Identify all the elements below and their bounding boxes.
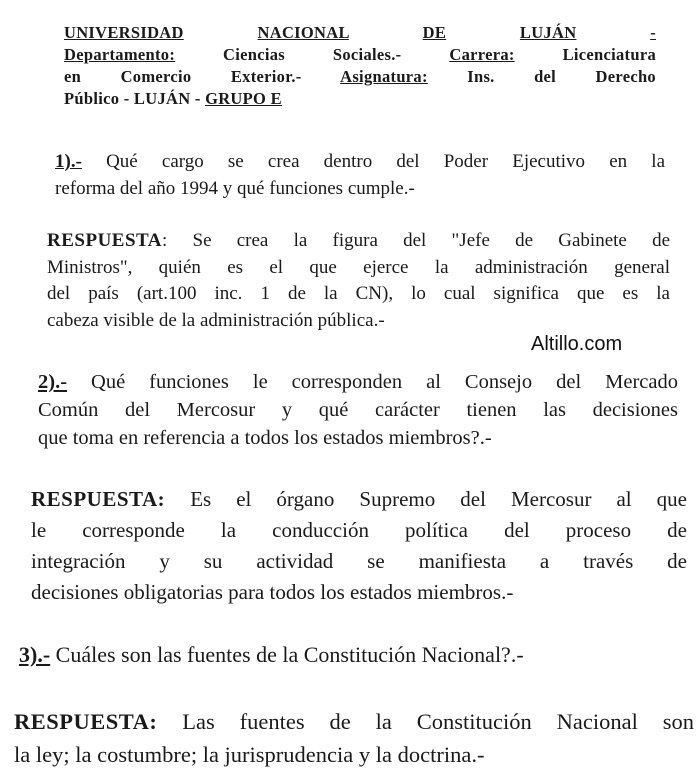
question-text: Común del Mercosur y qué carácter tienen las decisiones xyxy=(38,399,678,421)
question-text: Qué cargo se crea dentro del Poder Ejecutivo en la xyxy=(106,151,666,172)
answer-text: le corresponde la conducción política del proceso de xyxy=(31,518,687,542)
answer-label: RESPUESTA xyxy=(47,230,163,251)
department-label: Departamento: xyxy=(64,45,176,64)
answer-text: decisiones obligatorias para todos los estados miembros.- xyxy=(31,580,514,604)
answer-text: cabeza visible de la administración pública.- xyxy=(47,309,385,331)
question-number: 2).- xyxy=(38,371,68,393)
career-value-end: en Comercio Exterior.- xyxy=(64,67,302,86)
question-text: que toma en referencia a todos los estados miembros?.- xyxy=(38,427,492,449)
question-text: reforma del año 1994 y qué funciones cumple.- xyxy=(55,178,415,199)
answer-text: del país (art.100 inc. 1 de la CN), lo cual significa que es la xyxy=(47,283,670,304)
header-subject-line xyxy=(64,66,656,88)
answer-2 xyxy=(31,484,687,608)
question-3 xyxy=(19,640,659,670)
answer-text: Las fuentes de la Constitución Nacional son xyxy=(182,709,695,734)
answer-3 xyxy=(14,705,694,771)
career-value-start: Licenciatura xyxy=(562,45,656,64)
watermark-text: Altillo.com xyxy=(531,333,623,355)
answer-label: RESPUESTA: xyxy=(31,487,166,511)
question-1 xyxy=(55,148,665,202)
group-label: GRUPO E xyxy=(205,89,282,108)
answer-text: Es el órgano Supremo del Mercosur al que xyxy=(190,487,687,511)
department-value: Ciencias Sociales.- xyxy=(223,45,402,64)
subject-value-end: Público - LUJÁN - xyxy=(64,89,201,108)
answer-label: RESPUESTA: xyxy=(14,709,158,734)
question-number: 3).- xyxy=(19,642,51,667)
answer-text: integración y su actividad se manifiesta a través de xyxy=(31,549,687,573)
exam-header xyxy=(64,22,656,110)
answer-text: Ministros", quién es el que ejerce la administración general xyxy=(47,256,670,278)
answer-text: : Se crea la figura del "Jefe de Gabinete de xyxy=(162,230,670,251)
question-text: Cuáles son las fuentes de la Constitución Nacional?.- xyxy=(55,642,524,667)
answer-1 xyxy=(47,228,670,334)
header-university-line: UNIVERSIDAD NACIONAL DE LUJÁN - xyxy=(64,23,656,42)
subject-value-start: Ins. del Derecho xyxy=(467,67,656,86)
header-department-line xyxy=(64,44,656,66)
question-2 xyxy=(38,368,678,452)
subject-label: Asignatura: xyxy=(340,67,428,86)
question-text: Qué funciones le corresponden al Consejo del Mercado xyxy=(91,371,678,393)
answer-text: la ley; la costumbre; la jurisprudencia y la doctrina.- xyxy=(14,742,485,767)
header-group-line xyxy=(64,88,656,110)
question-number: 1).- xyxy=(55,151,82,172)
career-label: Carrera: xyxy=(449,45,515,64)
